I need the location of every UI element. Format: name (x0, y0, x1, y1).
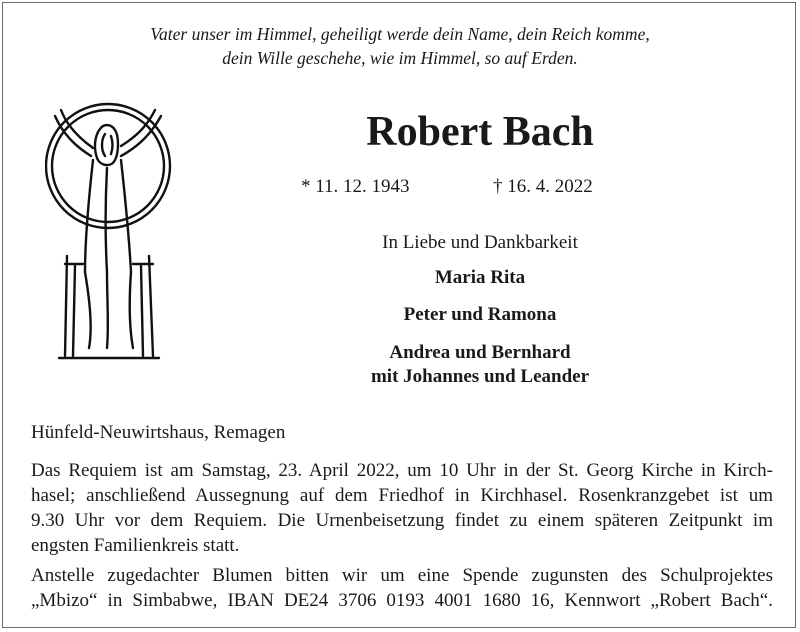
deceased-name: Robert Bach (366, 109, 594, 155)
figure-face (102, 134, 113, 156)
risen-christ-icon (45, 86, 175, 364)
location-line: Hünfeld-Neuwirtshaus, Remagen (31, 422, 286, 443)
prayer-line-2: dein Wille geschehe, wie im Himmel, so auf Erden. (222, 48, 578, 68)
requiem-paragraph (31, 458, 773, 558)
birth-date: * 11. 12. 1943 (301, 176, 410, 197)
donation-paragraph (31, 563, 773, 613)
mourner-2: Peter und Ramona (403, 304, 557, 325)
mourner-1: Maria Rita (434, 267, 526, 288)
donation-line-2: „Mbizo“ in Simbabwe, IBAN DE24 3706 0193 4001 1680 16, Kennwort „Robert Bach“. (31, 590, 773, 611)
cloth-fold-center (107, 272, 108, 348)
donation-line-1: Anstelle zugedachter Blumen bitten wir um eine Spende zugunsten des Schulprojektes (31, 565, 773, 586)
requiem-line-4: engsten Familienkreis statt. (31, 535, 240, 556)
requiem-line-1: Das Requiem ist am Samstag, 23. April 2022, um 10 Uhr in der St. Georg Kirche in Kirch- (31, 460, 773, 481)
requiem-line-2: hasel; anschließend Aussegnung auf dem Friedhof in Kirchhasel. Rosenkranzgebet ist um (31, 485, 773, 506)
cloth-fold-right (130, 272, 133, 348)
mourner-3: Andrea und Bernhard (389, 342, 571, 363)
requiem-line-3: 9.30 Uhr vor dem Requiem. Die Urnenbeisetzung findet zu einem späteren Zeitpunkt im (31, 510, 773, 531)
pedestal-right (141, 256, 153, 356)
cloth-fold-left (85, 272, 91, 348)
figure-body-right (121, 160, 131, 272)
death-date: † 16. 4. 2022 (493, 176, 593, 197)
figure-head (95, 125, 118, 165)
figure-body-center (106, 168, 108, 272)
prayer-line-1: Vater unser im Himmel, geheiligt werde dein Name, dein Reich komme, (150, 24, 650, 44)
pedestal-left (65, 256, 75, 356)
mourner-4: mit Johannes und Leander (370, 366, 590, 387)
mourners-intro: In Liebe und Dankbarkeit (382, 232, 578, 253)
figure-body-left (85, 160, 93, 272)
